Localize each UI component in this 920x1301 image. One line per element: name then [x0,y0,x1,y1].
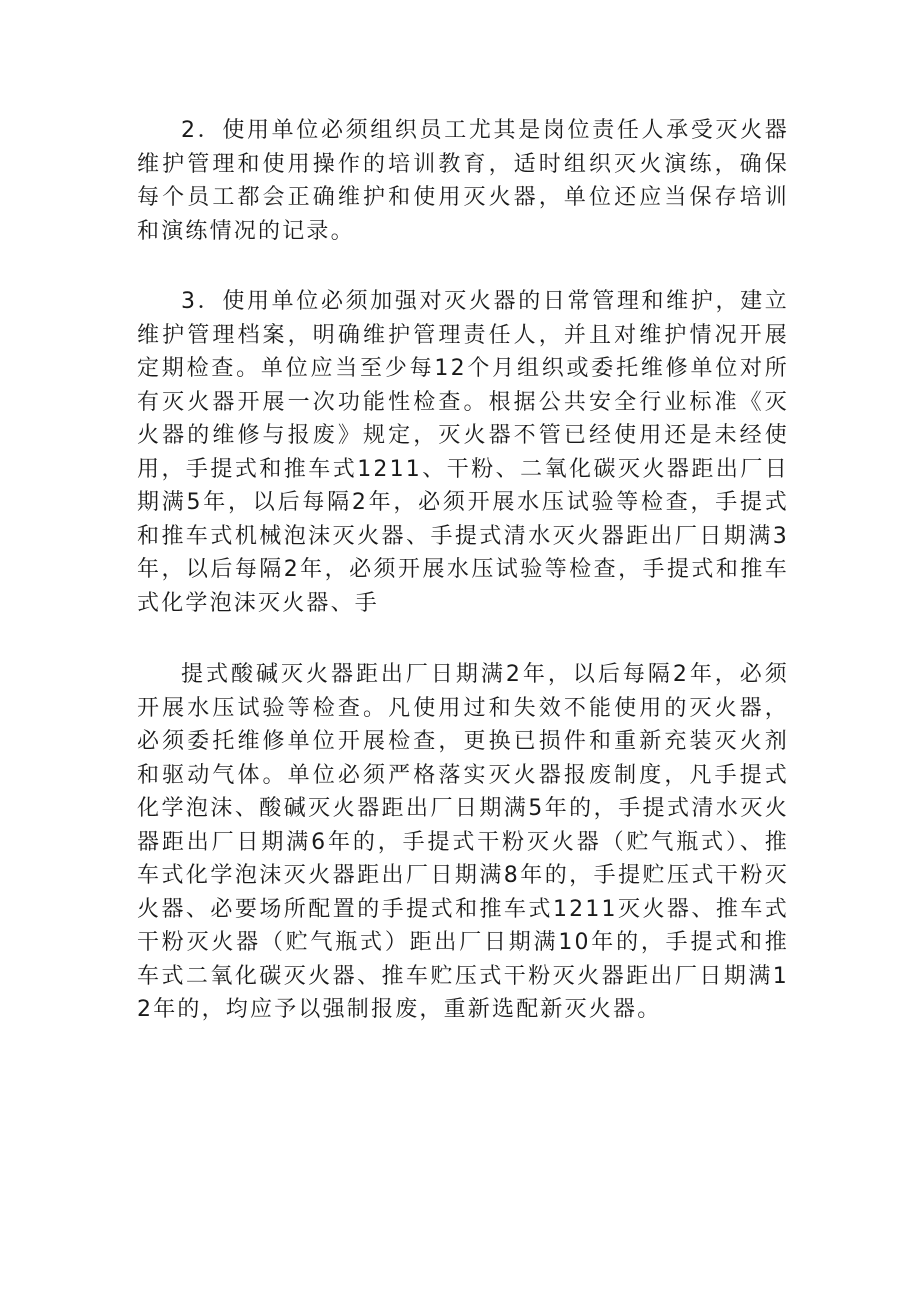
paragraph-continuation: 提式酸碱灭火器距出厂日期满2年，以后每隔2年，必须开展水压试验等检查。凡使用过和失效不能使用的灭火器，必须委托维修单位开展检查，更换已损件和重新充装灭火剂和驱动气体。单位必须严格落实灭火器报废制度，凡手提式化学泡沫、酸碱灭火器距出厂日期满5年的，手提式清水灭火器距出厂日期满6年的，手提式干粉灭火器（贮气瓶式）、推车式化学泡沫灭火器距出厂日期满8年的，手提贮压式干粉灭火器、必要场所配置的手提式和推车式1211灭火器、推车式干粉灭火器（贮气瓶式）距出厂日期满10年的，手提式和推车式二氧化碳灭火器、推车贮压式干粉灭火器距出厂日期满12年的，均应予以强制报废，重新选配新灭火器。 [137,662,789,1022]
paragraph-item-3: 3．使用单位必须加强对灭火器的日常管理和维护，建立维护管理档案，明确维护管理责任人，并且对维护情况开展定期检查。单位应当至少每12个月组织或委托维修单位对所有灭火器开展一次功能性检查。根据公共安全行业标准《灭火器的维修与报废》规定，灭火器不管已经使用还是未经使用，手提式和推车式1211、干粉、二氧化碳灭火器距出厂日期满5年，以后每隔2年，必须开展水压试验等检查，手提式和推车式机械泡沫灭火器、手提式清水灭火器距出厂日期满3年，以后每隔2年，必须开展水压试验等检查，手提式和推车式化学泡沫灭火器、手 [137,289,789,616]
paragraph-item-2: 2．使用单位必须组织员工尤其是岗位责任人承受灭火器维护管理和使用操作的培训教育，适时组织灭火演练，确保每个员工都会正确维护和使用灭火器，单位还应当保存培训和演练情况的记录。 [137,118,789,244]
